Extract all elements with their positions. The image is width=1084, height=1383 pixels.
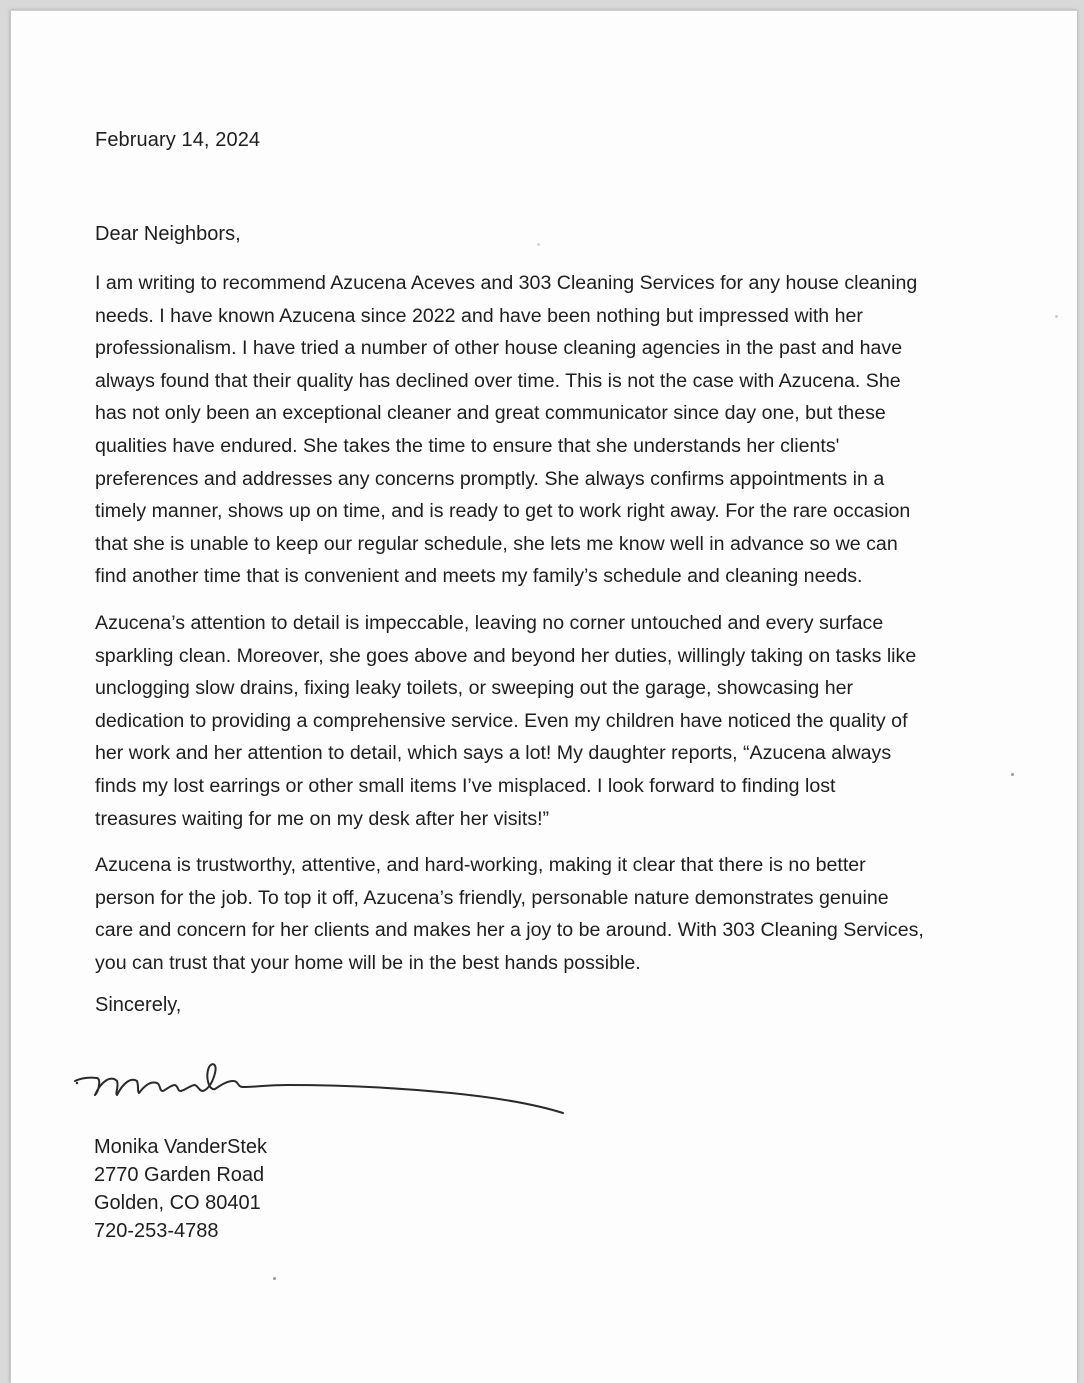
closing: Sincerely,	[95, 994, 182, 1016]
sender-street: 2770 Garden Road	[94, 1164, 265, 1186]
paragraph-1: I am writing to recommend Azucena Aceves and 303 Cleaning Services for any house cleaning needs. I have known Azucena since 2022 and have been nothing but impressed with her professionalism. I have tried a number of other house cleaning agencies in the past and have always found that their quality has declined over time. This is not the case with Azucena. She has not only been an exceptional cleaner and great communicator since day one, but these qualities have endured. She takes the time to ensure that she understands her clients' preferences and addresses any concerns promptly. She always confirms appointments in a timely manner, shows up on time, and is ready to get to work right away. For the rare occasion that she is unable to keep our regular schedule, she lets me know well in advance so we can find another time that is convenient and meets my family’s schedule and cleaning needs.	[95, 272, 918, 588]
paragraph-3: Azucena is trustworthy, attentive, and hard-working, making it clear that there is no better person for the job. To top it off, Azucena’s friendly, personable nature demonstrates genuine care and concern for her clients and makes her a joy to be around. With 303 Cleaning Services, you can trust that your home will be in the best hands possible.	[95, 854, 924, 974]
handwritten-signature-icon	[71, 1051, 571, 1131]
salutation: Dear Neighbors,	[95, 223, 241, 245]
paragraph-2: Azucena’s attention to detail is impeccable, leaving no corner untouched and every surface sparkling clean. Moreover, she goes above and beyond her duties, willingly taking on tasks like unclogging slow drains, fixing leaky toilets, or sweeping out the garage, showcasing her dedication to providing a comprehensive service. Even my children have noticed the quality of her work and her attention to detail, which says a lot! My daughter reports, “Azucena always finds my lost earrings or other small items I’ve misplaced. I look forward to finding lost treasures waiting for me on my desk after her visits!”	[95, 611, 917, 830]
paper-speck	[273, 1277, 276, 1280]
letter-date: February 14, 2024	[95, 129, 261, 151]
letter-body	[95, 267, 995, 993]
sender-phone: 720-253-4788	[94, 1220, 219, 1242]
sender-address	[94, 1133, 267, 1245]
sender-city-state-zip: Golden, CO 80401	[94, 1192, 261, 1214]
paper-speck	[1055, 315, 1058, 318]
paper-speck	[1011, 773, 1014, 776]
letter-page	[10, 10, 1077, 1383]
sender-name: Monika VanderStek	[94, 1136, 268, 1158]
paper-speck	[537, 243, 540, 246]
